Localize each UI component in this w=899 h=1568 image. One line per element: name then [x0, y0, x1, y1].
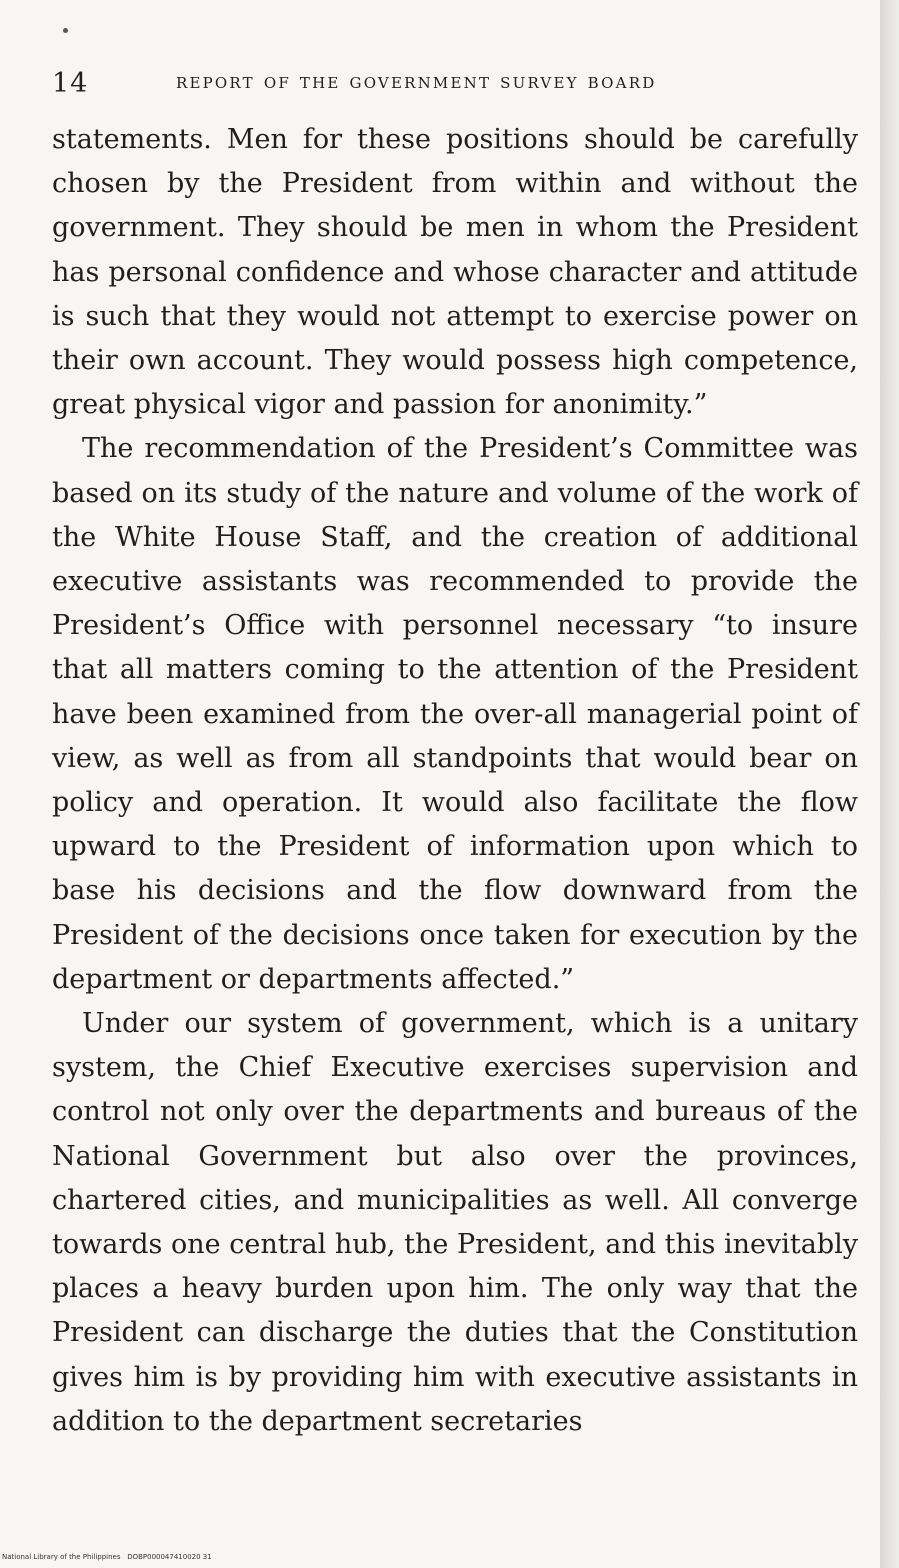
footer-id: DOBP000047410020 31: [127, 1553, 212, 1561]
paragraph-2: The recommendation of the President’s Committee was based on its study of the nature and volume of the work of the White House Staff, and the creation of additional executive assistants was recommended to provide the President’s Office with personnel necessary “to insure that all matters coming to the attention of the President have been examined from the over-all managerial point of view, as well as from all standpoints that would bear on policy and operation. It would also facilitate the flow upward to the President of information upon which to base his decisions and the flow downward from the President of the decisions once taken for execution by the department or departments affected.”: [52, 433, 858, 995]
running-title: REPORT OF THE GOVERNMENT SURVEY BOARD: [176, 74, 657, 92]
page-header: [52, 68, 872, 108]
body-text: [52, 118, 858, 1444]
footer-source: National Library of the Philippines: [2, 1553, 121, 1561]
paragraph-3: Under our system of government, which is a unitary system, the Chief Executive exercises supervision and control not only over the departments and bureaus of the National Government but also over the provinces, chartered cities, and municipalities as well. All converge towards one central hub, the President, and this inevitably places a heavy burden upon him. The only way that the President can discharge the duties that the Constitution gives him is by providing him with executive assistants in addition to the department secretaries: [52, 1008, 858, 1437]
paragraph-1: statements. Men for these positions should be carefully chosen by the President from within and without the government. They should be men in whom the President has personal confidence and whose character and attitude is such that they would not attempt to exercise power on their own account. They would possess high competence, great physical vigor and passion for anonimity.”: [52, 124, 858, 421]
ink-speck: [63, 28, 68, 33]
page-number: 14: [52, 68, 89, 99]
scan-footer: [2, 1553, 212, 1561]
page-edge-shadow: [880, 0, 899, 1568]
